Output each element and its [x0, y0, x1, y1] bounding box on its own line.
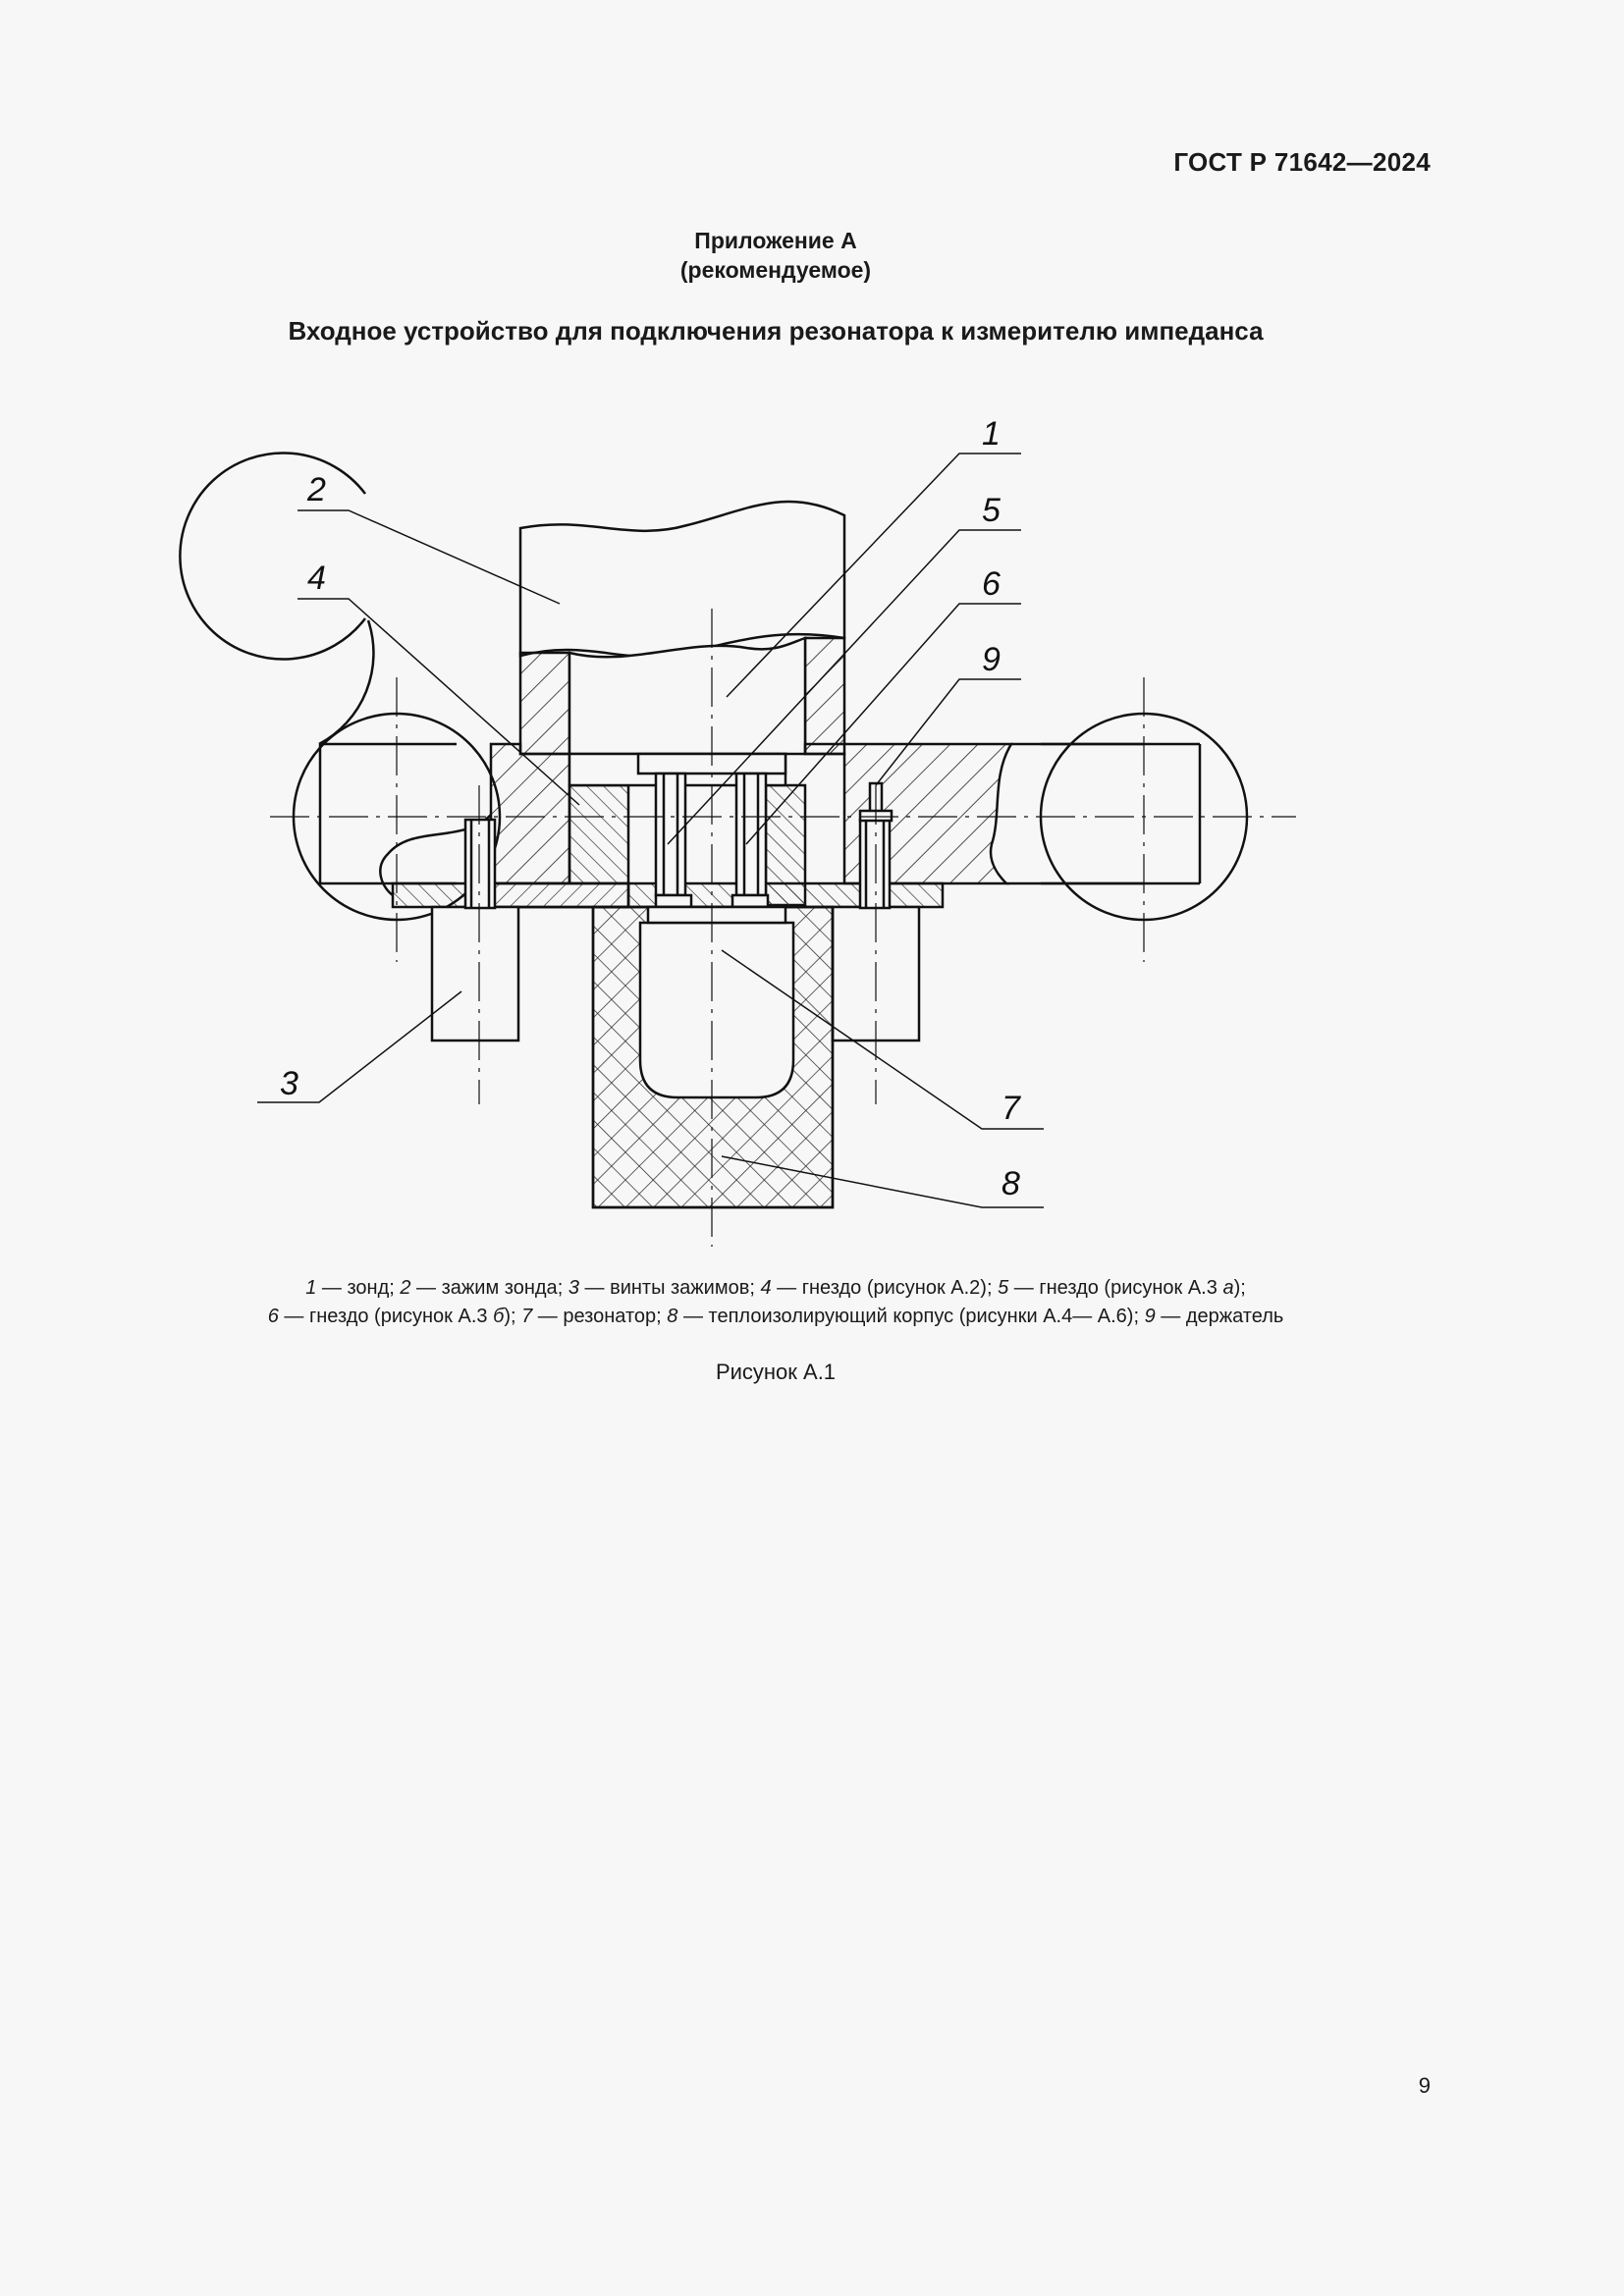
- callout-6: 6: [982, 565, 1001, 603]
- thermal-housing: [593, 907, 833, 1207]
- callout-9: 9: [982, 641, 1001, 678]
- callout-7: 7: [1001, 1090, 1020, 1127]
- standard-code: ГОСТ Р 71642—2024: [1173, 147, 1431, 177]
- probe-clamp: [520, 502, 844, 657]
- callout-3: 3: [280, 1065, 298, 1102]
- page-number: 9: [1418, 2073, 1431, 2098]
- figure-caption: Рисунок А.1: [715, 1360, 837, 1384]
- legend-line-2: 6 — гнездо (рисунок А.3 б); 7 — резонатор; 8 — теплоизолирующий корпус (рисунки А.4— А.6); 9 — держатель: [267, 1306, 1284, 1327]
- figure-legend: [147, 1274, 1404, 1331]
- callout-2: 2: [307, 471, 326, 508]
- annex-title: Приложение А: [694, 228, 857, 253]
- callout-8: 8: [1001, 1165, 1020, 1202]
- section-title: Входное устройство для подключения резонатора к измерителю импеданса: [288, 316, 1264, 346]
- legend-line-1: 1 — зонд; 2 — зажим зонда; 3 — винты зажимов; 4 — гнездо (рисунок А.2); 5 — гнездо (рисунок А.3 а);: [305, 1277, 1246, 1299]
- left-knob: [180, 453, 500, 920]
- callout-5: 5: [982, 492, 1001, 529]
- annex-status: (рекомендуемое): [679, 257, 872, 283]
- callout-4: 4: [307, 560, 326, 597]
- callout-1: 1: [982, 415, 1001, 453]
